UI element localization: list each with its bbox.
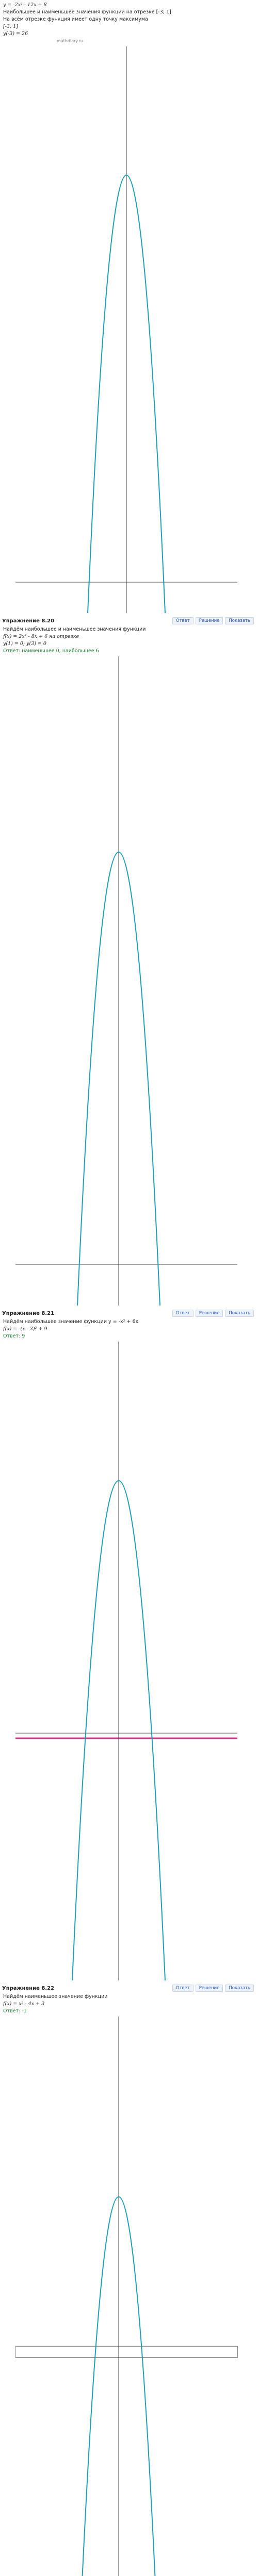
text-line: Найдём наименьшее значение функции xyxy=(3,1994,108,1999)
show-button[interactable]: Показать xyxy=(225,1310,254,1317)
formula-line: f(x) = x² - 4x + 3 xyxy=(3,2001,45,2007)
watermark-text: mathdiary.ru xyxy=(57,39,83,43)
value-line: y(1) = 0; y(3) = 0 xyxy=(3,641,46,647)
text-line: Наибольшее и наименьшее значения функции на отрезке [-3; 1] xyxy=(3,9,171,15)
section-title: Упражнение 8.20 xyxy=(2,618,55,624)
show-button[interactable]: Показать xyxy=(225,1985,254,1992)
formula-line: y = -2x² - 12x + 8 xyxy=(3,2,47,8)
answer-line: Ответ: 9 xyxy=(3,1333,25,1339)
section-controls xyxy=(172,1310,254,1317)
answer-line: Ответ: -1 xyxy=(3,2008,27,2014)
section-title: Упражнение 8.21 xyxy=(2,1310,55,1316)
interval-line: [-3; 1] xyxy=(3,24,18,29)
show-button[interactable]: Показать xyxy=(225,617,254,624)
formula-line: f(x) = 2x² - 8x + 6 на отрезке xyxy=(3,634,79,639)
formula-line: f(x) = -(x - 3)² + 9 xyxy=(3,1326,47,1332)
answer-line: Ответ: наименьшее 0, наибольшее 6 xyxy=(3,648,99,654)
parabola-graph-2 xyxy=(15,656,243,1306)
top-block xyxy=(0,0,258,44)
section-header xyxy=(2,1985,258,1992)
section-header xyxy=(2,617,258,624)
section-controls xyxy=(172,1985,254,1992)
answer-button[interactable]: Ответ xyxy=(172,617,194,624)
section-controls xyxy=(172,617,254,624)
answer-button[interactable]: Ответ xyxy=(172,1985,194,1992)
section-header xyxy=(2,1310,258,1317)
parabola-graph-4 xyxy=(15,2016,243,2576)
value-line: y(-3) = 26 xyxy=(3,31,28,37)
parabola-graph-1 xyxy=(15,46,243,613)
solution-button[interactable]: Решение xyxy=(196,617,223,624)
section-title: Упражнение 8.22 xyxy=(2,1985,55,1991)
solution-button[interactable]: Решение xyxy=(196,1985,223,1992)
parabola-graph-3 xyxy=(15,1342,243,1980)
answer-button[interactable]: Ответ xyxy=(172,1310,194,1317)
text-line: Найдём наибольшее и наименьшее значения функции xyxy=(3,626,146,632)
text-line: Найдём наибольшее значение функции y = -x² + 6x xyxy=(3,1319,139,1325)
solution-button[interactable]: Решение xyxy=(196,1310,223,1317)
text-line: На всём отрезке функция имеет одну точку максимума xyxy=(3,16,148,22)
